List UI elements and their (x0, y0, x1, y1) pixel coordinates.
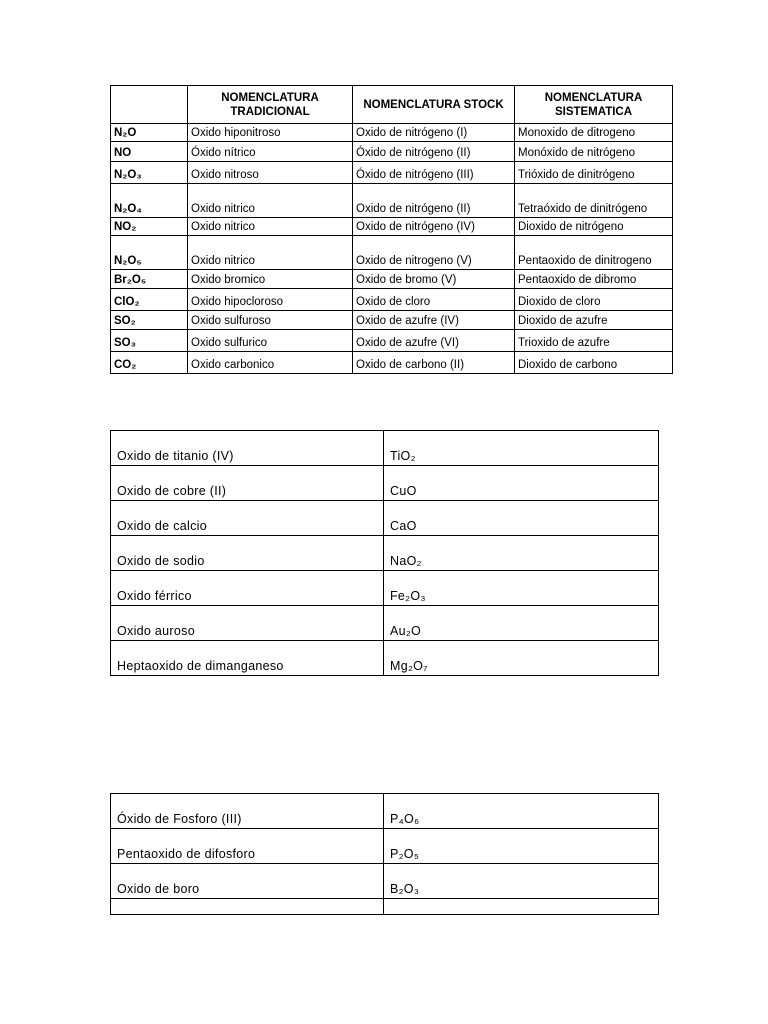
oxide-name-cell: Oxido de sodio (111, 536, 384, 571)
table-header-row (111, 86, 673, 124)
tradicional-cell: Oxido hipocloroso (188, 289, 353, 311)
stock-cell: Oxido de azufre (IV) (353, 311, 515, 330)
formula-cell: Br₂O₅ (111, 270, 188, 289)
oxide-formula-cell: CaO (384, 501, 659, 536)
tradicional-cell: Oxido nitrico (188, 218, 353, 236)
formula-cell: NO₂ (111, 218, 188, 236)
sistematica-cell: Tetraóxido de dinitrógeno (515, 184, 673, 218)
tradicional-cell: Oxido nitroso (188, 162, 353, 184)
header-stock: NOMENCLATURA STOCK (353, 86, 515, 124)
table-row (111, 864, 659, 899)
stock-cell: Oxido de nitrógeno (II) (353, 184, 515, 218)
oxide-name-cell: Oxido férrico (111, 571, 384, 606)
tradicional-cell: Oxido hiponitroso (188, 124, 353, 142)
formula-cell: CO₂ (111, 352, 188, 374)
oxide-formula-table (110, 430, 659, 676)
table-row (111, 466, 659, 501)
sistematica-cell: Dioxido de nitrógeno (515, 218, 673, 236)
empty-table-row (111, 899, 659, 915)
table-row (111, 794, 659, 829)
table-row (111, 431, 659, 466)
oxide-name-cell: Oxido de titanio (IV) (111, 431, 384, 466)
sistematica-cell: Pentaoxido de dinitrogeno (515, 236, 673, 270)
tradicional-cell: Oxido nitrico (188, 184, 353, 218)
oxide-formula-cell: P₄O₆ (384, 794, 659, 829)
sistematica-cell: Dioxido de carbono (515, 352, 673, 374)
tradicional-cell: Oxido sulfurico (188, 330, 353, 352)
header-tradicional: NOMENCLATURA TRADICIONAL (188, 86, 353, 124)
table-row (111, 270, 673, 289)
table-row (111, 352, 673, 374)
nomenclature-table (110, 85, 673, 374)
table-row (111, 829, 659, 864)
stock-cell: Oxido de nitrógeno (IV) (353, 218, 515, 236)
stock-cell: Oxido de carbono (II) (353, 352, 515, 374)
oxide-formula-cell: NaO₂ (384, 536, 659, 571)
formula-cell: N₂O (111, 124, 188, 142)
sistematica-cell: Monóxido de nitrógeno (515, 142, 673, 162)
table-row (111, 289, 673, 311)
stock-cell: Oxido de cloro (353, 289, 515, 311)
table-row (111, 536, 659, 571)
oxide-formula-cell: TiO₂ (384, 431, 659, 466)
table-row (111, 606, 659, 641)
phosphorus-boron-table (110, 793, 659, 915)
stock-cell: Óxido de nitrógeno (II) (353, 142, 515, 162)
table-row (111, 142, 673, 162)
tradicional-cell: Oxido nitrico (188, 236, 353, 270)
table-row (111, 184, 673, 218)
table-row (111, 641, 659, 676)
table-row (111, 501, 659, 536)
oxide-name-cell: Heptaoxido de dimanganeso (111, 641, 384, 676)
table-row (111, 162, 673, 184)
oxide-name-cell: Oxido auroso (111, 606, 384, 641)
table-row (111, 311, 673, 330)
stock-cell: Oxido de azufre (VI) (353, 330, 515, 352)
oxide-formula-cell: Fe₂O₃ (384, 571, 659, 606)
oxide-name-cell: Oxido de cobre (II) (111, 466, 384, 501)
oxide-formula-cell (384, 899, 659, 915)
sistematica-cell: Trioxido de azufre (515, 330, 673, 352)
oxide-formula-cell: Mg₂O₇ (384, 641, 659, 676)
stock-cell: Oxido de nitrogeno (V) (353, 236, 515, 270)
oxide-formula-cell: CuO (384, 466, 659, 501)
oxide-formula-cell: Au₂O (384, 606, 659, 641)
tradicional-cell: Oxido bromico (188, 270, 353, 289)
formula-cell: N₂O₄ (111, 184, 188, 218)
table-row (111, 236, 673, 270)
stock-cell: Óxido de nitrógeno (III) (353, 162, 515, 184)
tradicional-cell: Oxido carbonico (188, 352, 353, 374)
tradicional-cell: Óxido nítrico (188, 142, 353, 162)
formula-cell: SO₃ (111, 330, 188, 352)
table-row (111, 330, 673, 352)
sistematica-cell: Trióxido de dinitrógeno (515, 162, 673, 184)
formula-cell: SO₂ (111, 311, 188, 330)
header-sistematica: NOMENCLATURA SISTEMATICA (515, 86, 673, 124)
oxide-name-cell: Oxido de boro (111, 864, 384, 899)
header-formula (111, 86, 188, 124)
stock-cell: Oxido de nitrógeno (I) (353, 124, 515, 142)
formula-cell: ClO₂ (111, 289, 188, 311)
oxide-formula-cell: P₂O₅ (384, 829, 659, 864)
sistematica-cell: Monoxido de ditrogeno (515, 124, 673, 142)
formula-cell: N₂O₅ (111, 236, 188, 270)
oxide-formula-cell: B₂O₃ (384, 864, 659, 899)
sistematica-cell: Dioxido de cloro (515, 289, 673, 311)
table-row (111, 571, 659, 606)
table-row (111, 218, 673, 236)
oxide-name-cell: Oxido de calcio (111, 501, 384, 536)
formula-cell: N₂O₃ (111, 162, 188, 184)
sistematica-cell: Dioxido de azufre (515, 311, 673, 330)
stock-cell: Oxido de bromo (V) (353, 270, 515, 289)
tradicional-cell: Oxido sulfuroso (188, 311, 353, 330)
oxide-name-cell: Óxido de Fosforo (III) (111, 794, 384, 829)
table-row (111, 124, 673, 142)
formula-cell: NO (111, 142, 188, 162)
oxide-name-cell: Pentaoxido de difosforo (111, 829, 384, 864)
sistematica-cell: Pentaoxido de dibromo (515, 270, 673, 289)
oxide-name-cell (111, 899, 384, 915)
